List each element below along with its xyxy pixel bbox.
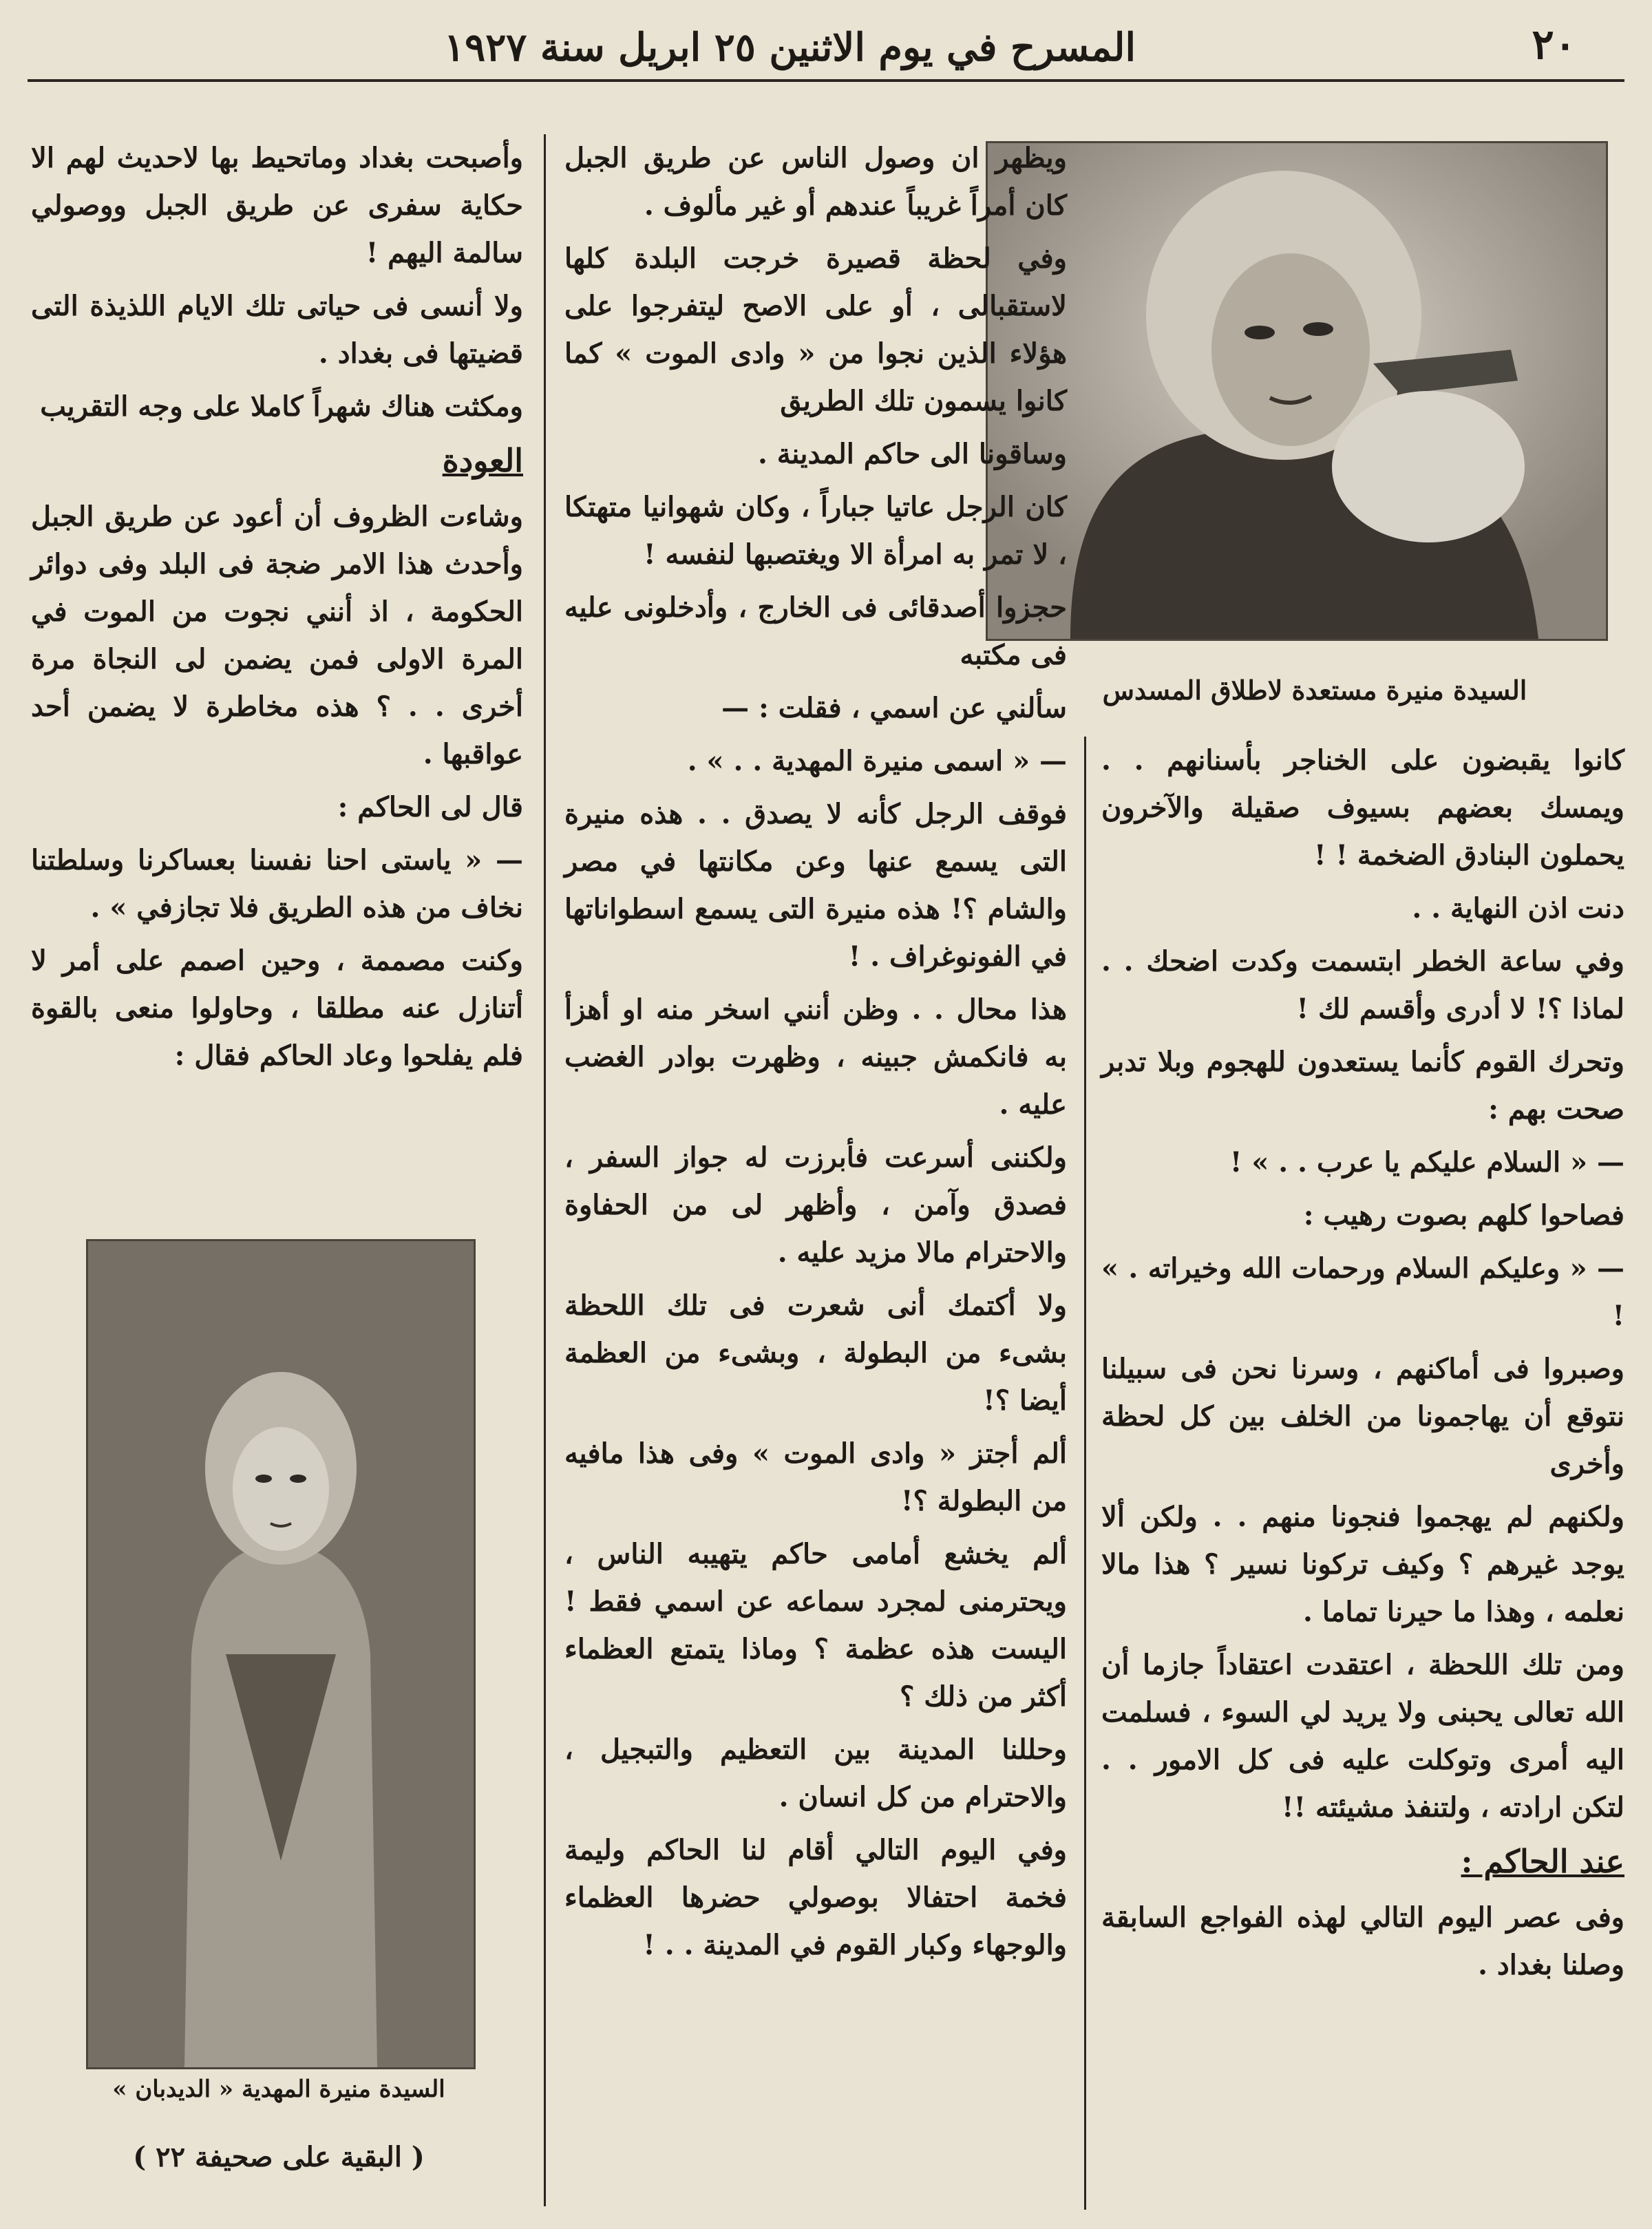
paragraph: ويظهر ان وصول الناس عن طريق الجبل كان أمراً غريباً عندهم أو غير مألوف . [564, 142, 1067, 222]
paragraph: وحللنا المدينة بين التعظيم والتبجيل ، والاحترام من كل انسان . [564, 1733, 1067, 1813]
paragraph: وفي اليوم التالي أقام لنا الحاكم وليمة فخمة احتفالا بوصولي حضرها العظماء والوجهاء وكبار القوم في المدينة . . ! [564, 1834, 1067, 1961]
paragraph: وصبروا فى أماكنهم ، وسرنا نحن فى سبيلنا نتوقع أن يهاجمونا من الخلف بين كل لحظة وأخرى [1101, 1353, 1624, 1480]
paragraph: وفي لحظة قصيرة خرجت البلدة كلها لاستقبالى ، أو على الاصح ليتفرجوا على هؤلاء الذين نجوا من « وادى الموت » كما كانوا يسمون تلك الطريق [564, 242, 1067, 417]
paragraph: وفى عصر اليوم التالي لهذه الفواجع السابقة وصلنا بغداد . [1101, 1901, 1624, 1981]
photo-caption-top: السيدة منيرة مستعدة لاطلاق المسدس [1102, 675, 1527, 706]
column-rule [544, 134, 546, 2206]
page-header [34, 21, 1618, 76]
paragraph: وساقونا الى حاكم المدينة . [757, 438, 1067, 470]
paragraph: هذا محال . . وظن أنني اسخر منه او أهزأ به فانكمش جبينه ، وظهرت بوادر الغضب عليه . [564, 993, 1067, 1121]
subheading-return: العودة [442, 442, 523, 479]
photo-woman-portrait [86, 1239, 476, 2069]
masthead: المسرح في يوم الاثنين ٢٥ ابريل سنة ١٩٢٧ [444, 25, 1136, 70]
left-column [31, 134, 523, 1085]
paragraph: وفي ساعة الخطر ابتسمت وكدت اضحك . . لماذا ؟! لا أدرى وأقسم لك ! [1101, 945, 1624, 1025]
paragraph: — « ياستى احنا نفسنا بعساكرنا وسلطتنا نخاف من هذه الطريق فلا تجازفي » . [31, 844, 523, 924]
paragraph: — « وعليكم السلام ورحمات الله وخيراته . » ! [1101, 1252, 1624, 1332]
paragraph: ولكنهم لم يهجموا فنجونا منهم . . ولكن ألا يوجد غيرهم ؟ وكيف تركونا نسير ؟ هذا مالا نعلمه ، وهذا ما حيرنا تماما . [1101, 1501, 1624, 1628]
paragraph: وكنت مصممة ، وحين اصمم على أمر لا أتنازل عنه مطلقا ، وحاولوا منعى بالقوة فلم يفلحوا وعاد الحاكم فقال : [31, 944, 523, 1072]
photo-caption-bottom: السيدة منيرة المهدية « الديدبان » [112, 2075, 445, 2103]
paragraph: وتحرك القوم كأنما يستعدون للهجوم وبلا تدبر صحت بهم : [1101, 1046, 1624, 1126]
paragraph: حجزوا أصدقائى فى الخارج ، وأدخلونى عليه فى مكتبه [564, 591, 1067, 671]
middle-column [564, 134, 1067, 1974]
paragraph: ولا أكتمك أنى شعرت فى تلك اللحظة بشىء من البطولة ، وبشىء من العظمة أيضا ؟! [564, 1289, 1067, 1417]
subheading-at-the-governor: عند الحاكم : [1461, 1843, 1624, 1880]
paragraph: — « السلام عليكم يا عرب . . » ! [1229, 1146, 1624, 1179]
header-rule [28, 79, 1624, 82]
right-column [1101, 737, 1624, 1994]
paragraph: ومن تلك اللحظة ، اعتقدت اعتقاداً جازما أن الله تعالى يحبنى ولا يريد لي السوء ، فسلمت اليه أمرى وتوكلت عليه فى كل الامور . . لتكن ارادته ، ولتنفذ مشيئته !! [1101, 1649, 1624, 1824]
paragraph: فوقف الرجل كأنه لا يصدق . . هذه منيرة التى يسمع عنها وعن مكانتها في مصر والشام ؟! هذه منيرة التى يسمع اسطواناتها في الفونوغراف . ! [564, 798, 1067, 973]
paragraph: وأصبحت بغداد وماتحيط بها لاحديث لهم الا حكاية سفرى عن طريق الجبل ووصولي سالمة اليهم ! [31, 142, 523, 269]
paragraph: ولكننى أسرعت فأبرزت له جواز السفر ، فصدق وآمن ، وأظهر لى من الحفاوة والاحترام مالا مزيد عليه . [564, 1141, 1067, 1269]
paragraph: ألم يخشع أمامى حاكم يتهيبه الناس ، ويحترمنى لمجرد سماعه عن اسمي فقط ! اليست هذه عظمة ؟ وماذا يتمتع العظماء أكثر من ذلك ؟ [564, 1538, 1067, 1713]
portrait-standing-icon [88, 1241, 474, 2067]
paragraph: سألني عن اسمي ، فقلت : — [721, 692, 1067, 724]
paragraph: كانوا يقبضون على الخناجر بأسنانهم . . ويمسك بعضهم بسيوف صقيلة والآخرون يحملون البنادق الضخمة ! ! [1101, 744, 1624, 871]
paragraph: ألم أجتز « وادى الموت » وفى هذا مافيه من البطولة ؟! [564, 1437, 1067, 1517]
column-rule [1084, 737, 1086, 2210]
paragraph: ومكثت هناك شهراً كاملا على وجه التقريب [40, 390, 523, 423]
paragraph: كان الرجل عاتيا جباراً ، وكان شهوانيا متهتكا ، لا تمر به امرأة الا ويغتصبها لنفسه ! [564, 491, 1067, 571]
paragraph: فصاحوا كلهم بصوت رهيب : [1303, 1199, 1624, 1232]
paragraph: وشاءت الظروف أن أعود عن طريق الجبل وأحدث هذا الامر ضجة فى البلد وفى دوائر الحكومة ، اذ أنني نجوت من الموت في المرة الاولى فمن يضمن لى النجاة مرة أخرى . . ؟ هذه مخاطرة لا يضمن أحد عواقبها . [31, 500, 524, 770]
photo-woman-with-pistol [986, 141, 1608, 641]
continued-note: ( البقية على صحيفة ٢٢ ) [133, 2141, 425, 2173]
paragraph: قال لى الحاكم : [337, 791, 523, 823]
paragraph: دنت اذن النهاية . . [1412, 892, 1624, 925]
portrait-pistol-icon [988, 143, 1606, 639]
page-number: ٢٠ [1532, 21, 1576, 69]
paragraph: ولا أنسى فى حياتى تلك الايام اللذيذة التى قضيتها فى بغداد . [31, 290, 523, 370]
paragraph: — « اسمى منيرة المهدية . . » . [687, 745, 1067, 777]
